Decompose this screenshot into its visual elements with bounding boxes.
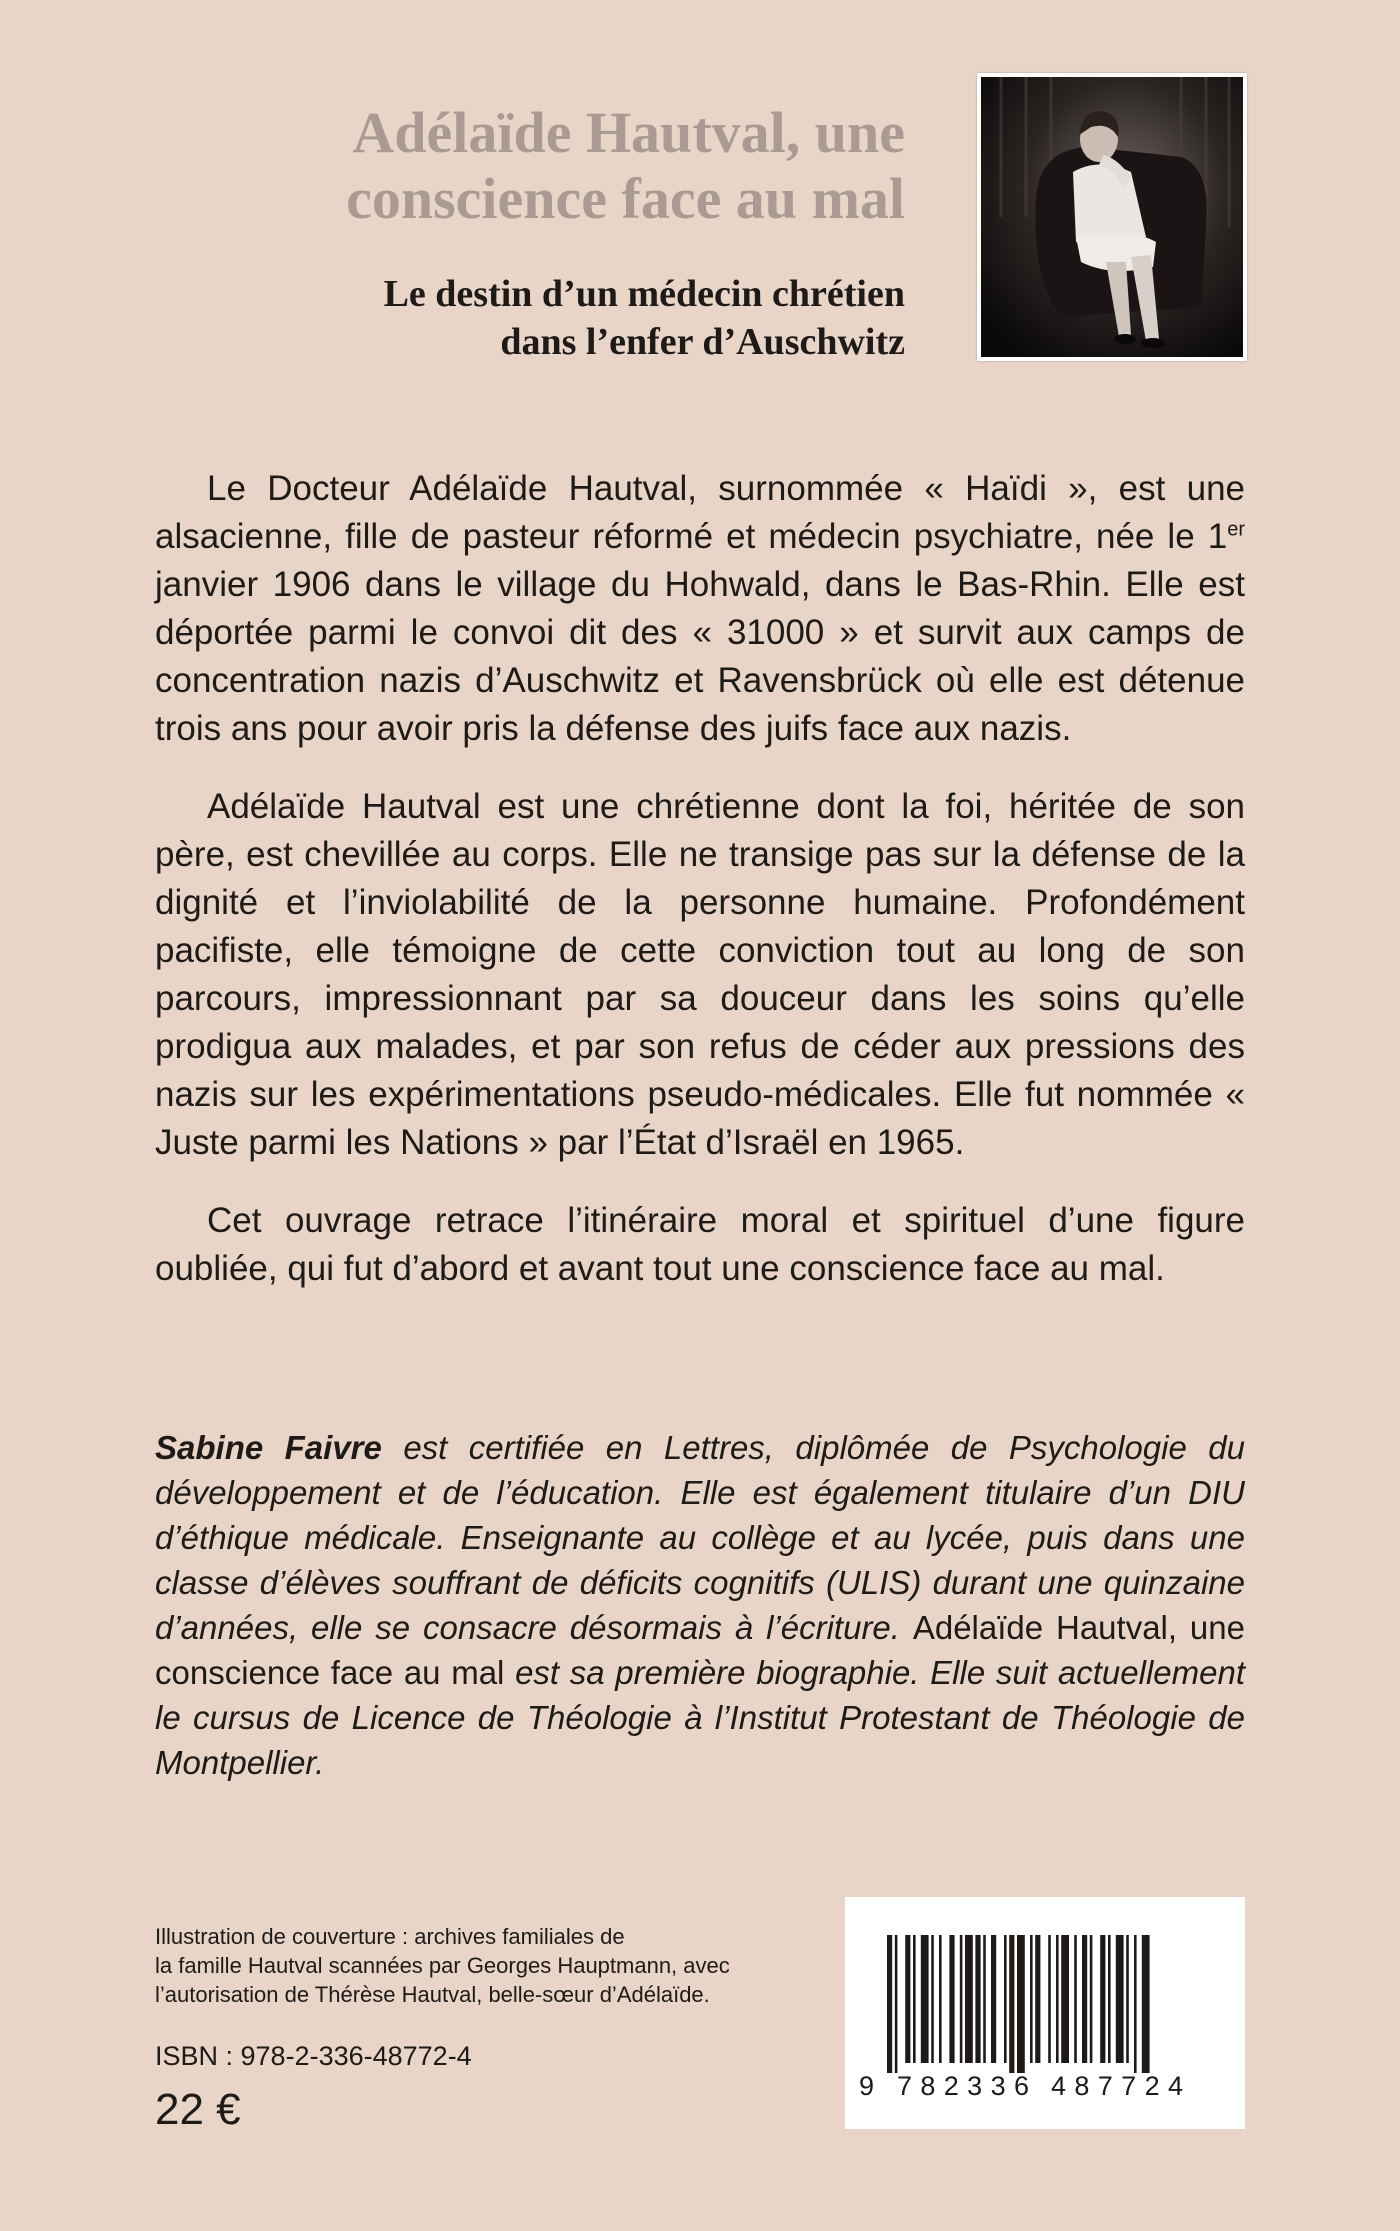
credit-line-2: la famille Hautval scannées par Georges Hauptmann, avec [155,1953,730,1978]
summary-paragraph-1-part-b: janvier 1906 dans le village du Hohwald, dans le Bas-Rhin. Elle est déportée parmi le convoi dit des « 31000 » et survit aux camps de concentration nazis d’Auschwitz et Ravensbrück où elle est détenue trois ans pour avoir pris la défense des juifs face aux nazis. [155,565,1245,748]
archival-photo-image [981,77,1243,357]
barcode-bar [1134,1935,1137,2073]
book-subtitle [200,270,905,366]
barcode-bar [1074,1935,1077,2063]
credit-line-3: l’autorisation de Thérèse Hautval, belle-sœur d’Adélaïde. [155,1982,710,2007]
barcode-bar [895,1935,898,2073]
summary-paragraph-1-part-a: Le Docteur Adélaïde Hautval, surnommée « Haïdi », est une alsacienne, fille de pasteur réformé et médecin psychiatre, née le 1 [155,469,1245,556]
barcode-bar [960,1935,963,2063]
barcode-bar [905,1935,910,2063]
barcode-bar [1061,1935,1069,2063]
book-title-line2: conscience face au mal [346,166,905,231]
barcode-bar [1082,1935,1087,2063]
barcode-bar [887,1935,892,2073]
cover-photo [977,73,1247,361]
price: 22 € [155,2085,241,2134]
summary-paragraph-3: Cet ouvrage retrace l’itinéraire moral et spirituel d’une figure oubliée, qui fut d’abord et avant tout une conscience face au mal. [155,1201,1245,1288]
barcode-bar [1056,1935,1059,2063]
author-bio-book-title: Adélaïde Hautval, une conscience face au mal [155,1609,1245,1691]
author-bio [155,1425,1245,1785]
cover-illustration-credit [155,1922,795,2009]
isbn-number: ISBN : 978-2-336-48772-4 [155,2041,472,2071]
barcode-bar [1004,1935,1007,2063]
barcode-bar [1009,1935,1014,2073]
barcode-bar [991,1935,996,2063]
barcode-graphic [845,1897,1245,2129]
book-subtitle-line1: Le destin d’un médecin chrétien [383,273,905,315]
barcode-bar [1100,1935,1105,2063]
barcode-bar [913,1935,916,2063]
barcode-bars [887,1935,1150,2073]
barcode-bar [975,1935,980,2063]
barcode-bar [1090,1935,1093,2063]
barcode-bar [1116,1935,1124,2063]
barcode-bar [1030,1935,1033,2063]
summary-paragraph-2: Adélaïde Hautval est une chrétienne dont la foi, héritée de son père, est chevillée au corps. Elle ne transige pas sur la défense de la dignité et l’inviolabilité de la personne humaine. Profondément pacifiste, elle témoigne de cette conviction tout au long de son parcours, impressionnant par sa douceur dans les soins qu’elle prodigua aux malades, et par son refus de céder aux pressions des nazis sur les expérimentations pseudo-médicales. Elle fut nommée « Juste parmi les Nations » par l’État d’Israël en 1965. [155,787,1245,1162]
barcode-digit-group-2: 487724 [1051,2071,1183,2101]
barcode-bar [1035,1935,1040,2063]
barcode-bar [1126,1935,1129,2063]
author-bio-text-1: est certifiée en Lettres, diplômée de Psychologie du développement et de l’éducation. Elle est également titulaire d’un DIU d’éthique médicale. Enseignante au collège et au lycée, puis dans une classe d’élèves souffrant de déficits cognitifs (ULIS) durant une quinzaine d’années, elle se consacre désormais à l’écriture. [155,1429,1245,1646]
author-name: Sabine Faivre [155,1429,382,1466]
author-bio-text-2: est sa première biographie. Elle suit actuellement le cursus de Licence de Théologie à l’Institut Protestant de Théologie de Montpellier. [155,1654,1246,1781]
barcode-digit-group-1: 782336 [897,2071,1029,2101]
barcode [845,1897,1245,2129]
barcode-bar [1017,1935,1025,2073]
ordinal-superscript: er [1227,518,1245,541]
barcode-bar [965,1935,973,2063]
book-title [200,100,905,232]
book-title-line1: Adélaïde Hautval, une [352,100,905,165]
book-subtitle-line2: dans l’enfer d’Auschwitz [500,321,905,363]
barcode-bar [921,1935,929,2063]
barcode-bar [983,1935,986,2063]
title-block [200,100,905,366]
barcode-bar [949,1935,954,2063]
barcode-bar [939,1935,942,2063]
barcode-bar [1048,1935,1051,2063]
barcode-bar [1108,1935,1111,2063]
barcode-lead-digit: 9 [859,2071,875,2101]
book-summary [155,465,1245,1323]
barcode-bar [931,1935,934,2063]
barcode-bar [1142,1935,1150,2073]
credit-line-1: Illustration de couverture : archives familiales de [155,1924,625,1949]
summary-paragraph-1 [155,465,1245,753]
